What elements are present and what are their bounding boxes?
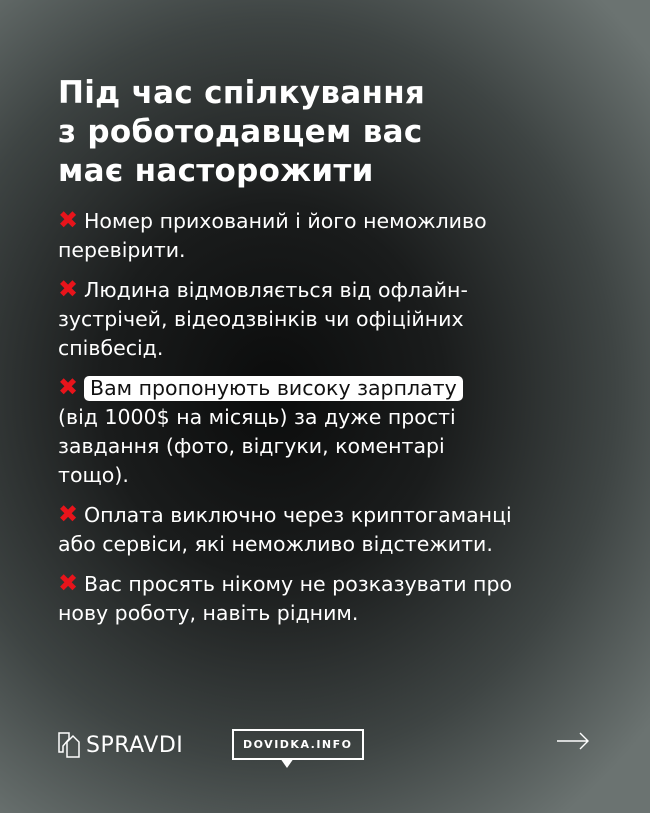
- item-text: нову роботу, навіть рідним.: [58, 601, 359, 625]
- item-text: Вас просять нікому не розказувати про: [84, 572, 512, 596]
- spravdi-logo-icon: [58, 732, 80, 758]
- spravdi-logo: [58, 732, 183, 758]
- item-text: (від 1000$ на місяць) за дуже прості: [58, 405, 456, 429]
- item-text: зустрічей, відеодзвінків чи офіційних: [58, 307, 464, 331]
- item-text: Оплата виключно через криптогаманці: [84, 503, 512, 527]
- item-text: Номер прихований і його неможливо: [84, 209, 487, 233]
- cross-mark-icon: ✖: [58, 373, 79, 401]
- item-text: тощо).: [58, 463, 129, 487]
- item-text: перевірити.: [58, 238, 186, 262]
- title-line: з роботодавцем вас: [58, 114, 423, 150]
- brand-name: SPRAVDI: [86, 732, 184, 758]
- cross-mark-icon: ✖: [58, 500, 79, 528]
- cross-mark-icon: ✖: [58, 206, 79, 234]
- list-item: [58, 569, 618, 628]
- arrow-right-icon[interactable]: [556, 732, 590, 750]
- cross-mark-icon: ✖: [58, 275, 79, 303]
- title-line: Під час спілкування: [58, 75, 426, 111]
- footer: [58, 730, 590, 770]
- list-item: [58, 275, 618, 363]
- dovidka-logo: DOVIDKA.INFO: [232, 729, 364, 760]
- warning-list: [58, 206, 618, 638]
- highlighted-text: Вам пропонують високу зарплату: [84, 376, 463, 401]
- list-item: [58, 206, 618, 265]
- item-text: або сервіси, які неможливо відстежити.: [58, 532, 493, 556]
- cross-mark-icon: ✖: [58, 569, 79, 597]
- list-item: [58, 500, 618, 559]
- title-line: має насторожити: [58, 153, 374, 189]
- item-text: завдання (фото, відгуки, коментарі: [58, 434, 445, 458]
- list-item: [58, 373, 618, 490]
- item-text: співбесід.: [58, 336, 164, 360]
- page-title: [58, 74, 425, 191]
- item-text: Людина відмовляється від офлайн-: [84, 278, 468, 302]
